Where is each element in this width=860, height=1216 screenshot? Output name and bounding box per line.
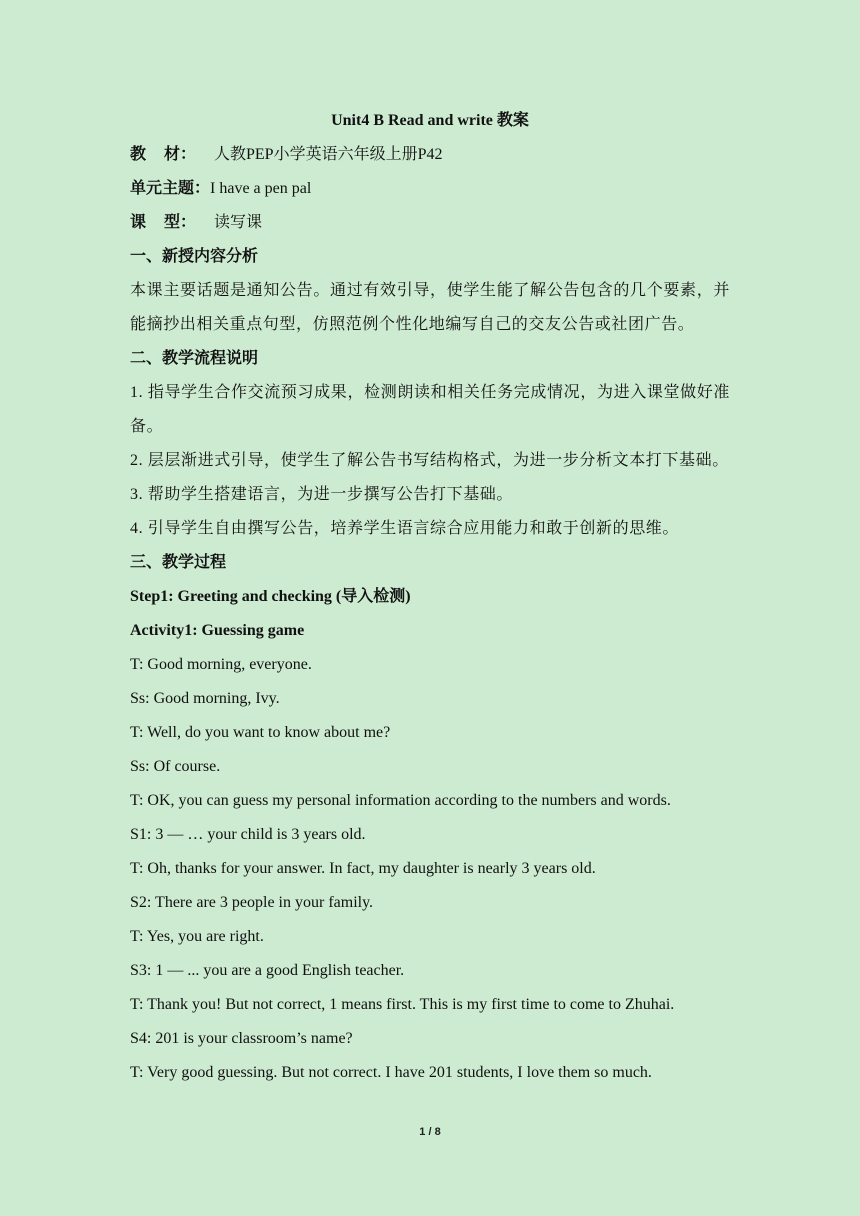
type-value: 读写课 bbox=[214, 214, 263, 231]
dialogue-line: T: Very good guessing. But not correct. I have 201 students, I love them so much. bbox=[130, 1064, 652, 1081]
page-number: 1 / 8 bbox=[419, 1126, 441, 1138]
dialogue-line: S3: 1 — ... you are a good English teacher. bbox=[130, 962, 405, 979]
dialogue-line: Ss: Good morning, Ivy. bbox=[130, 690, 280, 707]
document-body bbox=[130, 104, 730, 1090]
section2-item-1: 1. 指导学生合作交流预习成果，检测朗读和相关任务完成情况，为进入课堂做好准备。 bbox=[130, 384, 730, 435]
document-title: Unit4 B Read and write 教案 bbox=[331, 112, 529, 129]
meta-type bbox=[130, 206, 730, 240]
section2-item-2: 2. 层层渐进式引导，使学生了解公告书写结构格式，为进一步分析文本打下基础。 bbox=[130, 452, 729, 469]
dialogue-line: Ss: Of course. bbox=[130, 758, 221, 775]
meta-theme bbox=[130, 172, 730, 206]
meta-material bbox=[130, 138, 730, 172]
dialogue-line: T: Yes, you are right. bbox=[130, 928, 264, 945]
dialogue-line: S1: 3 — … your child is 3 years old. bbox=[130, 826, 366, 843]
theme-label: 单元主题： bbox=[130, 180, 211, 197]
dialogue-line: T: Good morning, everyone. bbox=[130, 656, 312, 673]
dialogue-line: S2: There are 3 people in your family. bbox=[130, 894, 374, 911]
material-label: 教 材： bbox=[130, 146, 196, 163]
section1-heading: 一、新授内容分析 bbox=[130, 248, 259, 265]
type-label: 课 型： bbox=[130, 214, 196, 231]
dialogue-line: T: Well, do you want to know about me? bbox=[130, 724, 391, 741]
step1-heading: Step1: Greeting and checking (导入检测) bbox=[130, 588, 411, 605]
theme-value: I have a pen pal bbox=[210, 180, 312, 197]
section1-paragraph: 本课主要话题是通知公告。通过有效引导，使学生能了解公告包含的几个要素，并能摘抄出相关重点句型，仿照范例个性化地编写自己的交友公告或社团广告。 bbox=[130, 282, 730, 333]
dialogue-line: T: Oh, thanks for your answer. In fact, my daughter is nearly 3 years old. bbox=[130, 860, 596, 877]
section2-heading: 二、教学流程说明 bbox=[130, 350, 259, 367]
activity1-heading: Activity1: Guessing game bbox=[130, 622, 305, 639]
material-value: 人教PEP小学英语六年级上册P42 bbox=[214, 146, 443, 163]
section2-item-3: 3. 帮助学生搭建语言，为进一步撰写公告打下基础。 bbox=[130, 486, 514, 503]
dialogue-line: S4: 201 is your classroom’s name? bbox=[130, 1030, 353, 1047]
section2-item-4: 4. 引导学生自由撰写公告，培养学生语言综合应用能力和敢于创新的思维。 bbox=[130, 520, 680, 537]
dialogue-line: T: Thank you! But not correct, 1 means first. This is my first time to come to Zhuhai. bbox=[130, 996, 675, 1013]
section3-heading: 三、教学过程 bbox=[130, 554, 227, 571]
dialogue-line: T: OK, you can guess my personal information according to the numbers and words. bbox=[130, 792, 671, 809]
